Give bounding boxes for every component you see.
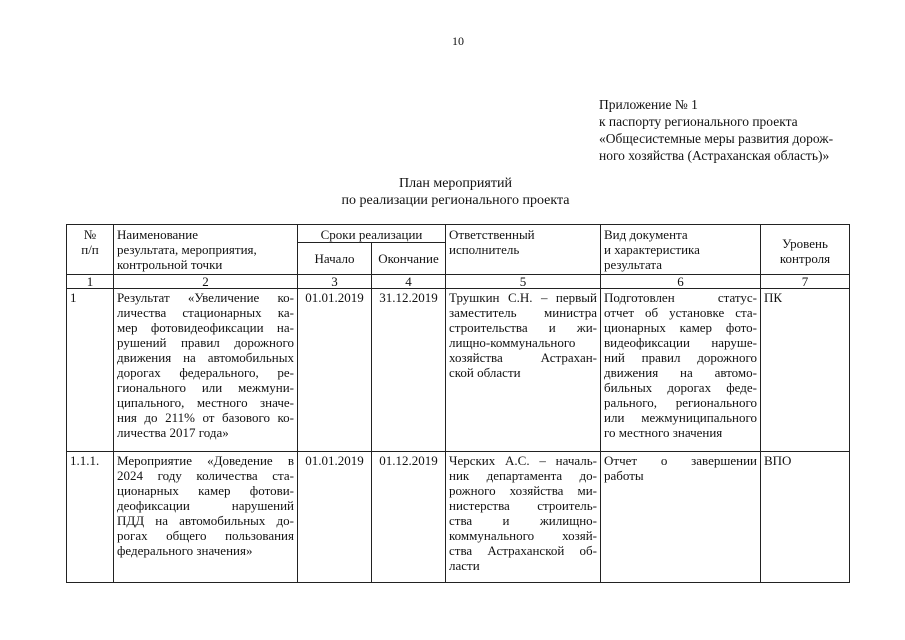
row-executor [446, 452, 601, 583]
column-number: 3 [298, 275, 372, 289]
row-name-line: мер фотовидеофиксации на- [117, 320, 294, 335]
header-name-line: результата, мероприятия, [117, 242, 257, 257]
row-doc [601, 289, 761, 452]
header-doc-line: Вид документа [604, 227, 688, 242]
row-num: 1.1.1. [67, 452, 114, 583]
row-executor-line: Трушкин С.Н. – первый [449, 290, 597, 305]
row-name-line: ния до 211% от базового ко- [117, 410, 294, 425]
header-doc-line: и характеристика [604, 242, 700, 257]
header-level-line: контроля [779, 250, 831, 266]
plan-table [66, 224, 850, 583]
row-doc-line: ний правил дорожного [604, 350, 757, 365]
table-row [67, 289, 850, 452]
row-doc [601, 452, 761, 583]
row-level: ВПО [761, 452, 850, 583]
annex-block [599, 96, 833, 164]
row-name-line: деофиксации нарушений [117, 498, 294, 513]
header-doc [601, 225, 761, 275]
row-executor-line: рожного хозяйства ми- [449, 483, 597, 498]
annex-line: ного хозяйства (Астраханская область)» [599, 148, 830, 163]
title-line-2: по реализации регионального проекта [341, 193, 570, 208]
header-name-line: контрольной точки [117, 257, 223, 272]
row-executor-line: ства Астраханской об- [449, 543, 597, 558]
row-name-line: ципального, местного значе- [117, 395, 294, 410]
column-number: 1 [67, 275, 114, 289]
column-number: 5 [446, 275, 601, 289]
row-name-line: личества 2017 года» [117, 425, 229, 440]
row-name-line: гионального или межмуни- [117, 380, 294, 395]
row-name-line: ПДД на автомобильных до- [117, 513, 294, 528]
row-name-line: движения на автомобильных [117, 350, 294, 365]
row-executor-line: Черских А.С. – началь- [449, 453, 597, 468]
row-level: ПК [761, 289, 850, 452]
row-doc-line: или межмуниципального [604, 410, 757, 425]
row-doc-line: го местного значения [604, 425, 723, 440]
annex-line: к паспорту регионального проекта [599, 114, 798, 129]
column-number: 4 [372, 275, 446, 289]
row-executor-line: строительства и жи- [449, 320, 597, 335]
header-num-line: № [83, 227, 97, 242]
header-executor-line: исполнитель [449, 242, 520, 257]
header-executor-line: Ответственный [449, 227, 535, 242]
row-doc-line: движения на автомо- [604, 365, 757, 380]
row-doc-line: Подготовлен статус- [604, 290, 757, 305]
row-executor [446, 289, 601, 452]
row-name [114, 452, 298, 583]
column-number: 2 [114, 275, 298, 289]
row-name-line: личества стационарных ка- [117, 305, 294, 320]
annex-line: Приложение № 1 [599, 97, 698, 112]
row-executor-line: хозяйства Астрахан- [449, 350, 597, 365]
row-name-line: рогах общего пользования [117, 528, 294, 543]
row-doc-line: видеофиксации наруше- [604, 335, 757, 350]
row-doc-line: работы [604, 468, 644, 483]
row-executor-line: лищно-коммунального [449, 335, 576, 350]
header-level-line: Уровень [782, 235, 828, 251]
row-name-line: федерального значения» [117, 543, 253, 558]
header-name [114, 225, 298, 275]
title-line-1: План мероприятий [399, 176, 512, 191]
table-row [67, 452, 850, 583]
row-doc-line: бильных дорогах феде- [604, 380, 757, 395]
column-numbers-row [67, 275, 850, 289]
header-doc-line: результата [604, 257, 663, 272]
row-doc-line: рального, регионального [604, 395, 757, 410]
header-name-line: Наименование [117, 227, 198, 242]
row-end: 31.12.2019 [372, 289, 446, 452]
row-executor-line: заместитель министра [449, 305, 597, 320]
row-executor-line: коммунального хозяй- [449, 528, 597, 543]
annex-line: «Общесистемные меры развития дорож- [599, 131, 834, 146]
row-doc-line: Отчет о завершении [604, 453, 757, 468]
row-start: 01.01.2019 [298, 289, 372, 452]
row-executor-line: ской области [449, 365, 521, 380]
row-executor-line: ласти [449, 558, 480, 573]
row-name-line: дорогах федерального, ре- [117, 365, 294, 380]
row-name-line: ционарных камер фотови- [117, 483, 294, 498]
row-executor-line: нистерства строитель- [449, 498, 597, 513]
header-row [67, 225, 850, 243]
column-number: 7 [761, 275, 850, 289]
row-name-line: рушений правил дорожного [117, 335, 294, 350]
row-executor-line: ства и жилищно- [449, 513, 597, 528]
document-title [0, 175, 905, 209]
header-num-line: п/п [81, 242, 99, 257]
row-name [114, 289, 298, 452]
header-terms: Сроки реализации [298, 225, 446, 243]
row-executor-line: ник департамента до- [449, 468, 597, 483]
page-number: 10 [452, 34, 464, 48]
row-name-line: 2024 году количества ста- [117, 468, 294, 483]
row-doc-line: отчет об установке ста- [604, 305, 757, 320]
header-start: Начало [298, 243, 372, 275]
row-name-line: Мероприятие «Доведение в [117, 453, 294, 468]
row-name-line: Результат «Увеличение ко- [117, 290, 294, 305]
header-executor [446, 225, 601, 275]
header-end: Окончание [372, 243, 446, 275]
column-number: 6 [601, 275, 761, 289]
header-level [761, 225, 850, 275]
row-end: 01.12.2019 [372, 452, 446, 583]
row-num: 1 [67, 289, 114, 452]
row-start: 01.01.2019 [298, 452, 372, 583]
row-doc-line: ционарных камер фото- [604, 320, 757, 335]
header-num [67, 225, 114, 275]
